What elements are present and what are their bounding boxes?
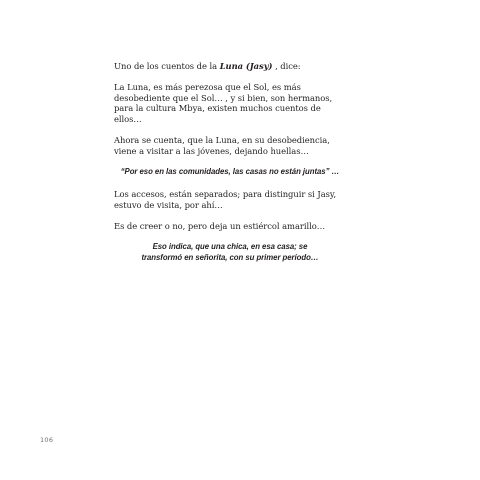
intro-paragraph	[114, 61, 346, 72]
luna-sol-paragraph: La Luna, es más perezosa que el Sol, es más desobediente que el Sol… , y si bien, son hermanos, para la cultura Mbya, existen muchos cuentos de ellos…	[114, 82, 333, 124]
estiercol-paragraph: Es de creer o no, pero deja un estiércol amarillo…	[114, 221, 326, 232]
intro-text: Uno de los cuentos de la	[114, 61, 220, 71]
quote-comunidades: “Por eso en las comunidades, las casas no están juntas” …	[120, 166, 340, 176]
luna-jasy-emphasis: Luna (Jasy)	[219, 61, 273, 71]
intro-text-end: , dice:	[272, 61, 301, 71]
page-number: 106	[40, 436, 54, 444]
story-text-block	[114, 61, 346, 275]
desobediencia-paragraph: Ahora se cuenta, que la Luna, en su desobediencia, viene a visitar a las jóvenes, dejando huellas…	[114, 135, 330, 156]
accesos-paragraph: Los accesos, están separados; para distinguir si Jasy, estuvo de visita, por ahí…	[114, 189, 337, 210]
quote-senorita: Eso indica, que una chica, en esa casa; se transformó en señorita, con su primer período…	[141, 242, 319, 262]
